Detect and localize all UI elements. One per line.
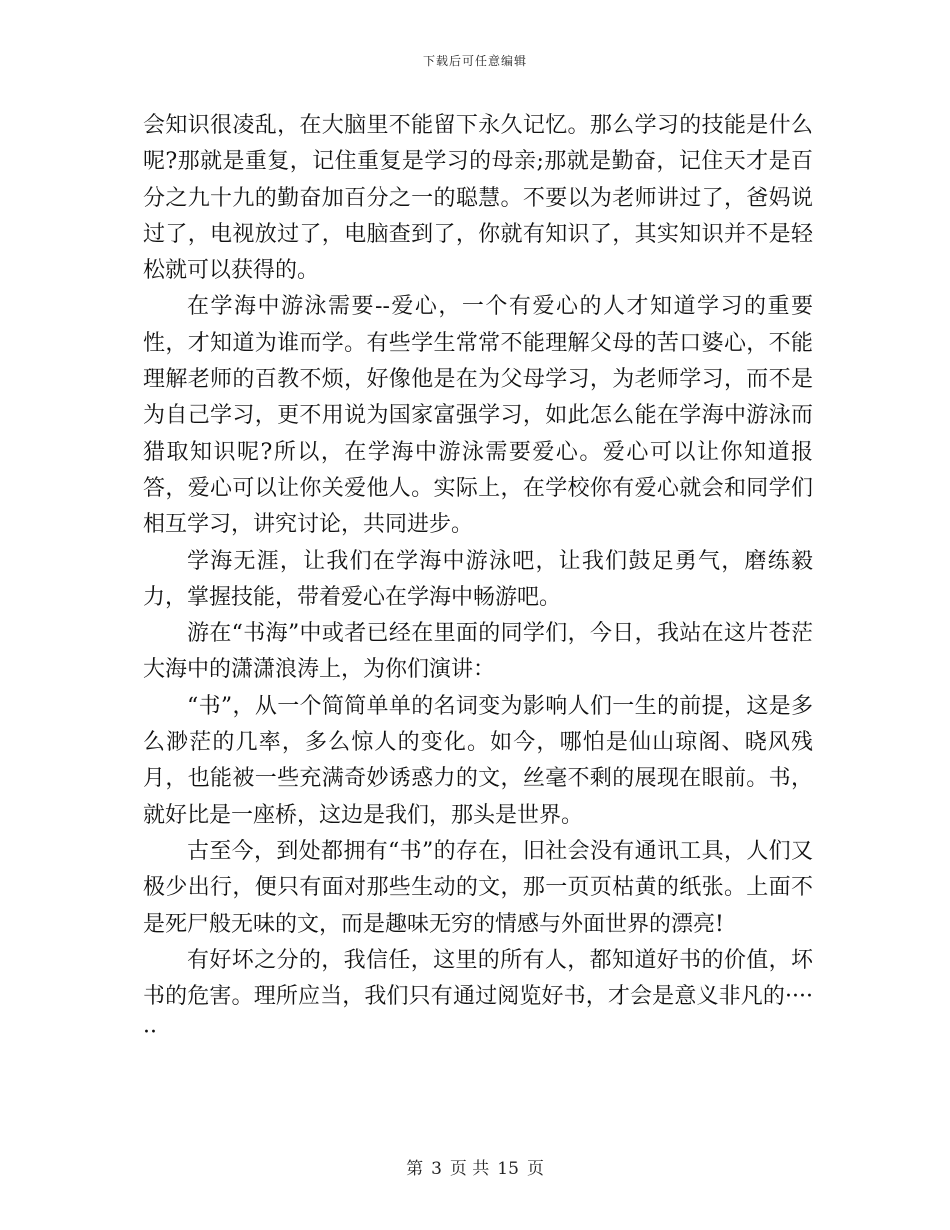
page-footer bbox=[0, 1154, 950, 1179]
paragraph-2: 在学海中游泳需要--爱心，一个有爱心的人才知道学习的重要性，才知道为谁而学。有些学生常常不能理解父母的苦口婆心，不能理解老师的百教不烦，好像他是在为父母学习，为老师学习，而不是为自己学习，更不用说为国家富强学习，如此怎么能在学海中游泳而猎取知识呢?所以，在学海中游泳需要爱心。爱心可以让你知道报答，爱心可以让你关爱他人。实际上，在学校你有爱心就会和同学们相互学习，讲究讨论，共同进步。 bbox=[143, 294, 813, 538]
paragraph-4: 游在“书海”中或者已经在里面的同学们，今日，我站在这片苍茫大海中的潇潇浪涛上，为你们演讲： bbox=[143, 621, 813, 683]
document-body bbox=[143, 108, 813, 1052]
current-page-number: 3 bbox=[431, 1159, 442, 1179]
page-header: 下载后可任意编辑 bbox=[422, 54, 527, 68]
paragraph-1: 会知识很凌乱，在大脑里不能留下永久记忆。那么学习的技能是什么呢?那就是重复，记住重复是学习的母亲;那就是勤奋，记住天才是百分之九十九的勤奋加百分之一的聪慧。不要以为老师讲过了，爸妈说过了，电视放过了，电脑查到了，你就有知识了，其实知识并不是轻松就可以获得的。 bbox=[143, 113, 813, 284]
total-page-count: 15 bbox=[497, 1159, 519, 1179]
paragraph-5: “书”，从一个简简单单的名词变为影响人们一生的前提，这是多么渺茫的几率，多么惊人的变化。如今，哪怕是仙山琼阁、晓风残月，也能被一些充满奇妙诱惑力的文，丝毫不剩的展现在眼前。书，就好比是一座桥，这边是我们，那头是世界。 bbox=[143, 693, 813, 828]
footer-prefix: 第 bbox=[406, 1159, 424, 1179]
footer-middle: 页 共 bbox=[449, 1159, 490, 1179]
paragraph-3: 学海无涯，让我们在学海中游泳吧，让我们鼓足勇气，磨练毅力，掌握技能，带着爱心在学海中畅游吧。 bbox=[143, 548, 813, 610]
paragraph-6: 古至今，到处都拥有“书”的存在，旧社会没有通讯工具，人们又极少出行，便只有面对那些生动的文，那一页页枯黄的纸张。上面不是死尸般无味的文，而是趣味无穷的情感与外面世界的漂亮! bbox=[143, 838, 813, 937]
footer-suffix: 页 bbox=[526, 1159, 544, 1179]
paragraph-7: 有好坏之分的，我信任，这里的所有人，都知道好书的价值，坏书的危害。理所应当，我们只有通过阅览好书，才会是意义非凡的······ bbox=[143, 947, 813, 1046]
